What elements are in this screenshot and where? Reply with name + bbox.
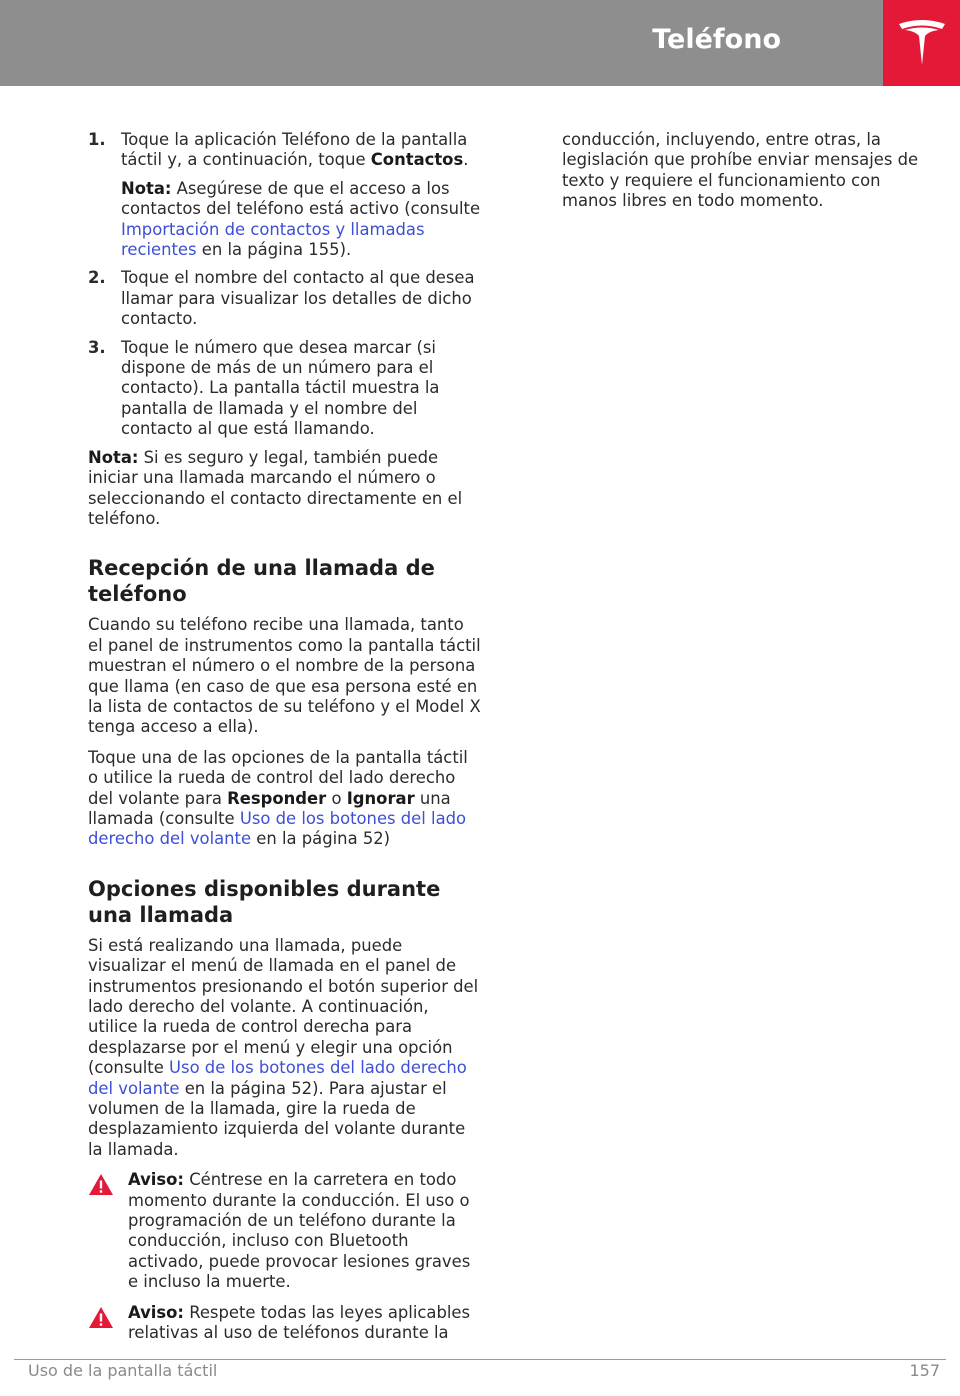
- paragraph-text: o: [326, 788, 347, 808]
- section-heading-opciones: Opciones disponibles durante una llamada: [88, 876, 441, 927]
- page-title: Teléfono: [652, 24, 781, 55]
- note-1: [88, 179, 483, 261]
- continuation-paragraph: conducción, incluyendo, entre otras, la legislación que prohíbe enviar mensajes de texto y requiere el funcionamiento con manos libres en todo momento.: [562, 130, 919, 211]
- note-label: Nota:: [121, 178, 172, 198]
- link-importacion-contactos[interactable]: Importación de contactos y llamadas recientes: [121, 219, 425, 260]
- bold-responder: Responder: [227, 788, 327, 808]
- step-text: Toque el nombre del contacto al que desea llamar para visualizar los detalles de dicho contacto.: [121, 268, 475, 329]
- section-paragraph: [88, 748, 483, 850]
- link-botones-volante[interactable]: Uso de los botones del lado derecho del volante: [88, 1058, 467, 1098]
- note-2: [88, 448, 483, 530]
- warning-icon: [88, 1306, 114, 1329]
- tesla-logo-icon: [895, 15, 949, 71]
- step-end: .: [463, 150, 469, 170]
- step-number: 1.: [88, 130, 106, 149]
- footer-section-name: Uso de la pantalla táctil: [28, 1361, 218, 1380]
- section-paragraph: [88, 936, 483, 1160]
- warning-label: Aviso:: [128, 1302, 184, 1322]
- header-bar: [0, 0, 883, 86]
- bold-ignorar: Ignorar: [346, 788, 415, 808]
- step-bold: Contactos: [370, 150, 464, 170]
- warning-2: [88, 1303, 483, 1344]
- paragraph-text: en la página 52). Para ajustar el volumen de la llamada, gire la rueda de desplazamiento izquierda del volante durante la llamada.: [88, 1078, 466, 1159]
- paragraph-text: Si está realizando una llamada, puede visualizar el menú de llamada en el panel de instrumentos presionando el botón superior del lado derecho del volante. A continuación, utilice la rueda de control derecha para desplazarse por el menú y elegir una opción (consulte: [88, 935, 479, 1078]
- paragraph-text: en la página 52): [251, 829, 391, 849]
- page-number: 157: [909, 1361, 940, 1380]
- note-text: Si es seguro y legal, también puede iniciar una llamada marcando el número o seleccionando el contacto directamente en el teléfono.: [88, 447, 463, 528]
- brand-logo-box: [883, 0, 960, 86]
- step-number: 2.: [88, 268, 106, 288]
- warning-text: Céntrese en la carretera en todo momento durante la conducción. El uso o programación de un teléfono durante la conducción, incluso con Bluetooth activado, puede provocar lesiones graves e incluso la muerte.: [128, 1170, 471, 1292]
- warning-label: Aviso:: [128, 1170, 184, 1190]
- section-heading-recepcion: Recepción de una llamada de teléfono: [88, 556, 435, 607]
- step-text: Toque le número que desea marcar (si dispone de más de un número para el contacto). La pantalla táctil muestra la pantalla de llamada y el nombre del contacto al que está llamando.: [121, 337, 440, 439]
- step-3: [88, 338, 483, 440]
- warning-icon: [88, 1173, 114, 1196]
- footer-divider: [14, 1359, 946, 1360]
- warning-text: Respete todas las leyes aplicables relativas al uso de teléfonos durante la: [128, 1302, 471, 1343]
- paragraph-text: una llamada (consulte: [88, 788, 451, 828]
- section-paragraph: Cuando su teléfono recibe una llamada, tanto el panel de instrumentos como la pantalla táctil muestran el número o el nombre de la persona que llama (en caso de que esa persona esté en la lista de contactos de su teléfono y el Model X tenga acceso a ella).: [88, 615, 481, 737]
- warning-1: [88, 1170, 483, 1292]
- step-number: 3.: [88, 337, 106, 357]
- step-text: Toque la aplicación Teléfono de la pantalla táctil y, a continuación, toque: [121, 130, 468, 170]
- note-text: Asegúrese de que el acceso a los contactos del teléfono está activo (consulte: [121, 178, 481, 219]
- step-1: [88, 130, 483, 171]
- note-end: en la página 155).: [196, 240, 352, 260]
- link-botones-volante[interactable]: Uso de los botones del lado derecho del volante: [88, 808, 467, 849]
- paragraph-text: Toque una de las opciones de la pantalla táctil o utilice la rueda de control del lado derecho del volante para: [88, 747, 468, 808]
- step-2: [88, 268, 483, 329]
- right-column: [562, 130, 922, 222]
- note-label: Nota:: [88, 447, 139, 467]
- left-column: [88, 130, 483, 1354]
